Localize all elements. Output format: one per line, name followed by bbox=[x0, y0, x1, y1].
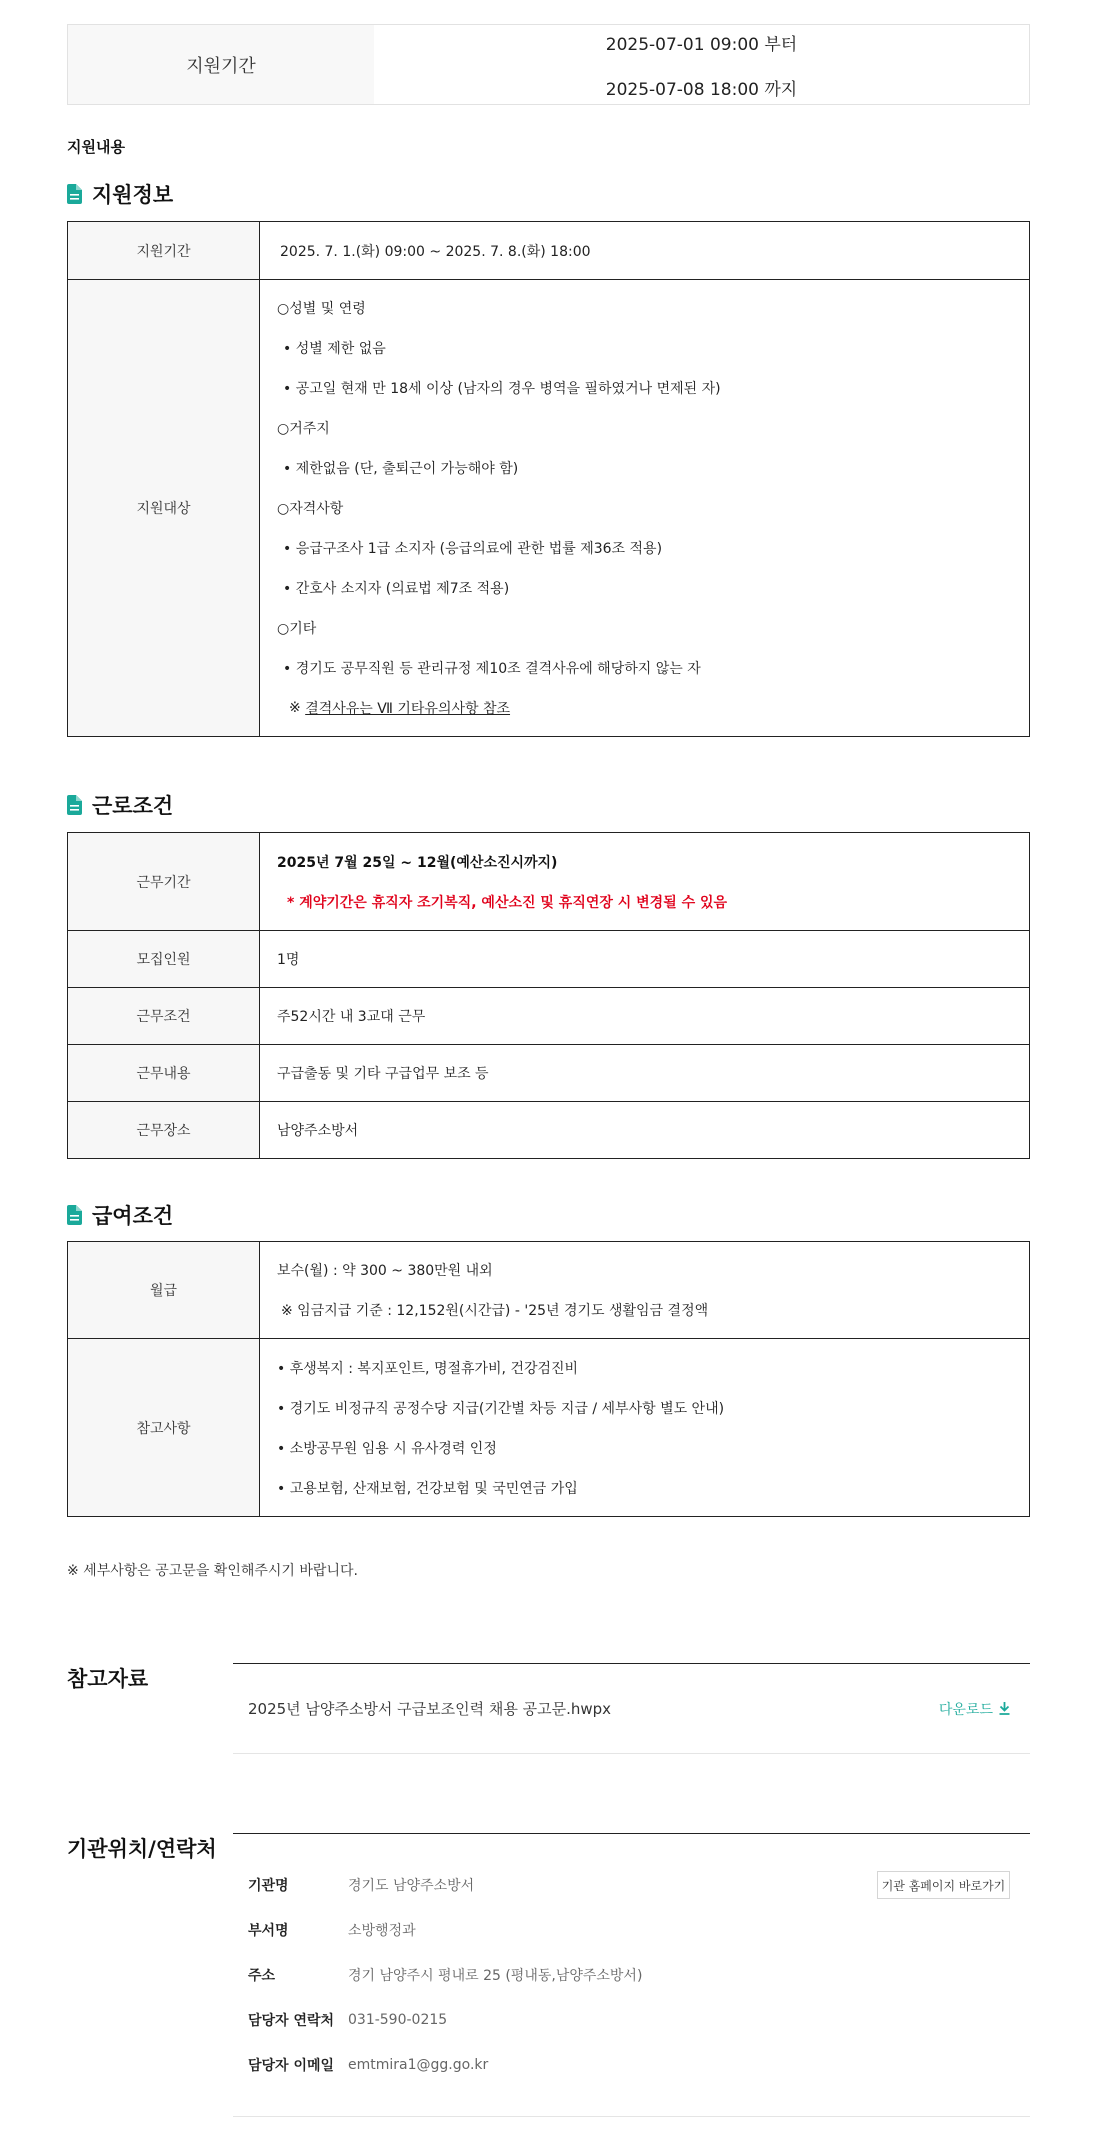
divider bbox=[233, 2116, 1030, 2117]
work-period-value: 2025년 7월 25일 ~ 12월(예산소진시까지) bbox=[277, 854, 558, 871]
table-row bbox=[68, 1045, 1030, 1102]
target-line: ○거주지 bbox=[277, 421, 330, 437]
org-info-value: 경기도 남양주소방서 bbox=[348, 1878, 475, 1894]
work-conditions-table bbox=[67, 832, 1030, 1159]
section-title-text: 지원정보 bbox=[92, 183, 174, 207]
disqualification-note: ※ 결격사유는 Ⅶ 기타유의사항 참조 bbox=[289, 700, 511, 717]
row-label: 지원대상 bbox=[68, 280, 260, 737]
table-row bbox=[68, 931, 1030, 988]
row-value bbox=[260, 833, 1030, 931]
download-label: 다운로드 bbox=[938, 1701, 993, 1718]
row-value: 구급출동 및 기타 구급업무 보조 등 bbox=[260, 1045, 1030, 1102]
attachment-row bbox=[233, 1664, 1030, 1754]
target-line: • 경기도 공무직원 등 관리규정 제10조 결격사유에 해당하지 않는 자 bbox=[283, 661, 701, 677]
document-icon bbox=[67, 795, 82, 815]
org-info-key: 담당자 연락처 bbox=[248, 2013, 335, 2029]
download-icon bbox=[999, 1702, 1010, 1715]
org-info-row bbox=[248, 2053, 488, 2077]
document-icon bbox=[67, 1205, 82, 1225]
org-info-key: 기관명 bbox=[248, 1878, 289, 1894]
row-label: 참고사항 bbox=[68, 1339, 260, 1517]
row-value: 1명 bbox=[260, 931, 1030, 988]
row-value: 남양주소방서 bbox=[260, 1102, 1030, 1159]
row-label: 지원기간 bbox=[68, 222, 260, 280]
row-label: 근무기간 bbox=[68, 833, 260, 931]
download-button[interactable] bbox=[939, 1699, 1010, 1719]
references-title: 참고자료 bbox=[67, 1667, 149, 1691]
ref-line: • 소방공무원 임용 시 유사경력 인정 bbox=[277, 1440, 497, 1457]
support-info-table bbox=[67, 221, 1030, 737]
target-line: ○자격사항 bbox=[277, 501, 344, 517]
org-info-key: 부서명 bbox=[248, 1923, 289, 1939]
section-title-pay-conditions bbox=[67, 1200, 173, 1230]
row-value bbox=[260, 1242, 1030, 1339]
target-line: ○성별 및 연령 bbox=[277, 301, 366, 317]
row-label: 모집인원 bbox=[68, 931, 260, 988]
section-title-text: 근로조건 bbox=[92, 794, 174, 818]
work-period-warning: * 계약기간은 휴직자 조기복직, 예산소진 및 휴직연장 시 변경될 수 있음 bbox=[287, 894, 728, 911]
period-label: 지원기간 bbox=[68, 25, 374, 104]
org-info-value: 031-590-0215 bbox=[348, 2012, 448, 2028]
salary-line: ※ 임금지급 기준 : 12,152원(시간급) - '25년 경기도 생활임금 결정액 bbox=[281, 1303, 709, 1319]
row-value: 주52시간 내 3교대 근무 bbox=[260, 988, 1030, 1045]
row-value bbox=[260, 1339, 1030, 1517]
footnote: ※ 세부사항은 공고문을 확인해주시기 바랍니다. bbox=[67, 1563, 358, 1579]
pay-conditions-table bbox=[67, 1241, 1030, 1517]
period-start: 2025-07-01 09:00 부터 bbox=[605, 34, 798, 55]
support-content-caption: 지원내용 bbox=[67, 138, 125, 156]
row-value: 2025. 7. 1.(화) 09:00 ~ 2025. 7. 8.(화) 18:00 bbox=[260, 222, 1030, 280]
period-values bbox=[374, 25, 1029, 104]
section-title-support-info bbox=[67, 179, 173, 209]
target-line: • 제한없음 (단, 출퇴근이 가능해야 함) bbox=[283, 461, 519, 477]
row-label: 근무조건 bbox=[68, 988, 260, 1045]
org-contact-title: 기관위치/연락처 bbox=[67, 1837, 217, 1861]
ref-line: • 경기도 비정규직 공정수당 지급(기간별 차등 지급 / 세부사항 별도 안내) bbox=[277, 1400, 725, 1417]
divider bbox=[233, 1833, 1030, 1834]
table-row bbox=[68, 1339, 1030, 1517]
period-end: 2025-07-08 18:00 까지 bbox=[605, 79, 798, 100]
row-label: 월급 bbox=[68, 1242, 260, 1339]
target-line: ○기타 bbox=[277, 621, 317, 637]
row-label: 근무내용 bbox=[68, 1045, 260, 1102]
org-info-value: 경기 남양주시 평내로 25 (평내동,남양주소방서) bbox=[348, 1968, 643, 1984]
document-icon bbox=[67, 184, 82, 204]
org-info-row bbox=[248, 1918, 416, 1942]
org-info-key: 담당자 이메일 bbox=[248, 2058, 335, 2074]
ref-line: • 후생복지 : 복지포인트, 명절휴가비, 건강검진비 bbox=[277, 1360, 579, 1377]
target-line: • 공고일 현재 만 18세 이상 (남자의 경우 병역을 필하였거나 면제된 자) bbox=[283, 381, 721, 397]
org-info-key: 주소 bbox=[248, 1968, 276, 1984]
row-label: 근무장소 bbox=[68, 1102, 260, 1159]
org-info-row bbox=[248, 1873, 474, 1897]
org-info-row bbox=[248, 1963, 642, 1987]
table-row bbox=[68, 988, 1030, 1045]
ref-line: • 고용보험, 산재보험, 건강보험 및 국민연금 가입 bbox=[277, 1480, 578, 1497]
row-value bbox=[260, 280, 1030, 737]
table-row bbox=[68, 1242, 1030, 1339]
org-info-value: 소방행정과 bbox=[348, 1923, 416, 1939]
table-row bbox=[68, 222, 1030, 280]
org-info-row bbox=[248, 2008, 447, 2032]
org-homepage-button[interactable]: 기관 홈페이지 바로가기 bbox=[877, 1871, 1010, 1899]
disqualification-link[interactable]: 결격사유는 Ⅶ 기타유의사항 참조 bbox=[305, 701, 511, 717]
application-period-box bbox=[67, 24, 1030, 105]
org-info-value: emtmira1@gg.go.kr bbox=[348, 2057, 489, 2073]
attachment-file-name: 2025년 남양주소방서 구급보조인력 채용 공고문.hwpx bbox=[248, 1700, 612, 1718]
table-row bbox=[68, 280, 1030, 737]
section-title-work-conditions bbox=[67, 790, 173, 820]
salary-line: 보수(월) : 약 300 ~ 380만원 내외 bbox=[277, 1263, 493, 1279]
target-line: • 간호사 소지자 (의료법 제7조 적용) bbox=[283, 581, 510, 597]
target-line: • 응급구조사 1급 소지자 (응급의료에 관한 법률 제36조 적용) bbox=[283, 541, 663, 557]
section-title-text: 급여조건 bbox=[92, 1204, 174, 1228]
target-line: • 성별 제한 없음 bbox=[283, 341, 386, 357]
table-row bbox=[68, 1102, 1030, 1159]
table-row bbox=[68, 833, 1030, 931]
